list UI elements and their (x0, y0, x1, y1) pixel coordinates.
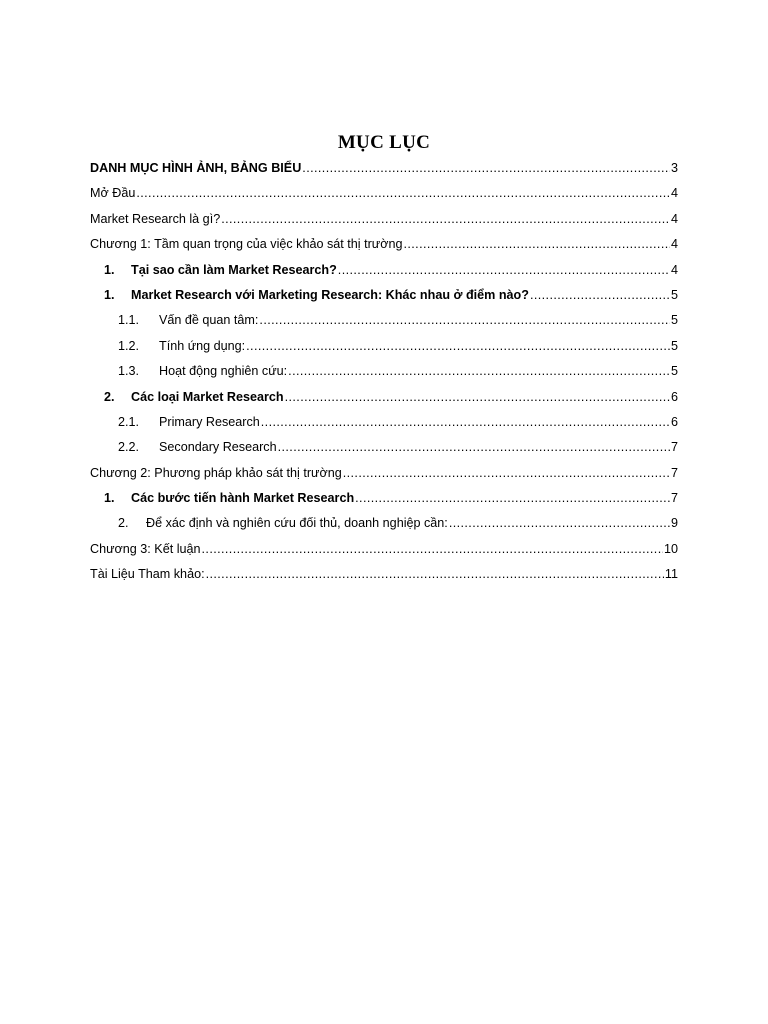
toc-leader (343, 461, 670, 486)
toc-leader (246, 334, 670, 359)
toc-leader (259, 308, 670, 333)
toc-page-number: 4 (670, 186, 678, 201)
toc-entry-label: Chương 1: Tầm quan trọng của việc khảo sát thị trường (90, 237, 403, 252)
toc-page-number: 4 (670, 262, 678, 277)
toc-page-number: 5 (670, 338, 678, 353)
toc-entry[interactable] (90, 410, 678, 435)
toc-leader (403, 232, 670, 257)
toc-entry-number: 1. (104, 491, 115, 506)
toc-entry-label: Các bước tiến hành Market Research (131, 491, 355, 506)
toc-page-number: 4 (670, 211, 678, 226)
toc-entry-label: Tính ứng dụng: (159, 338, 246, 353)
table-of-contents (90, 156, 678, 588)
toc-page-number: 6 (670, 389, 678, 404)
toc-entry-label: Secondary Research (159, 440, 277, 455)
toc-entry-number: 1.3. (118, 364, 140, 379)
toc-entry[interactable] (90, 334, 678, 359)
toc-page-number: 4 (670, 237, 678, 252)
toc-page-number: 7 (670, 465, 678, 480)
toc-entry[interactable] (90, 232, 678, 257)
toc-leader (278, 435, 670, 460)
toc-entry[interactable] (90, 258, 678, 283)
toc-entry[interactable] (90, 156, 678, 181)
toc-page-number: 6 (670, 414, 678, 429)
toc-entry-label: Vấn đề quan tâm: (159, 313, 259, 328)
toc-leader (355, 486, 670, 511)
toc-entry-number: 2. (118, 516, 129, 531)
toc-entry-number: 1.2. (118, 338, 140, 353)
toc-leader (206, 562, 664, 587)
toc-entry-label: Tài Liệu Tham khảo: (90, 567, 205, 582)
toc-entry[interactable] (90, 537, 678, 562)
toc-page-number: 5 (670, 313, 678, 328)
toc-entry-number: 1. (104, 262, 115, 277)
toc-page-number: 10 (663, 541, 678, 556)
toc-entry[interactable] (90, 308, 678, 333)
toc-entry-label: DANH MỤC HÌNH ẢNH, BẢNG BIỂU (90, 161, 302, 175)
toc-page-number: 5 (670, 364, 678, 379)
toc-leader (136, 181, 670, 206)
toc-entry-number: 2. (104, 389, 115, 404)
toc-page-number: 7 (670, 491, 678, 506)
toc-entry-number: 2.1. (118, 414, 140, 429)
toc-leader (288, 359, 670, 384)
toc-leader (338, 258, 670, 283)
toc-entry-label: Chương 3: Kết luận (90, 541, 201, 556)
toc-entry-label: Để xác định và nghiên cứu đối thủ, doanh nghiệp cần: (146, 516, 448, 531)
toc-entry[interactable] (90, 359, 678, 384)
toc-entry[interactable] (90, 385, 678, 410)
toc-entry[interactable] (90, 181, 678, 206)
toc-leader (285, 385, 670, 410)
toc-entry[interactable] (90, 207, 678, 232)
toc-leader (449, 511, 670, 536)
toc-leader (530, 283, 670, 308)
toc-page-number: 5 (670, 287, 678, 302)
toc-entry[interactable] (90, 486, 678, 511)
toc-entry-label: Chương 2: Phương pháp khảo sát thị trường (90, 465, 342, 480)
toc-entry-label: Các loại Market Research (131, 389, 284, 404)
toc-leader (261, 410, 670, 435)
toc-entry-label: Market Research với Marketing Research: Khác nhau ở điểm nào? (131, 287, 529, 302)
toc-entry-label: Mở Đầu (90, 186, 136, 201)
toc-entry-label: Tại sao cần làm Market Research? (131, 262, 337, 277)
toc-entry-label: Primary Research (159, 414, 260, 429)
toc-page-number: 11 (664, 567, 678, 582)
toc-leader (202, 537, 663, 562)
toc-entry[interactable] (90, 511, 678, 536)
toc-entry-number: 1.1. (118, 313, 140, 328)
toc-entry[interactable] (90, 461, 678, 486)
toc-entry-number: 1. (104, 287, 115, 302)
toc-entry[interactable] (90, 283, 678, 308)
toc-entry-label: Market Research là gì? (90, 211, 221, 226)
toc-leader (302, 156, 670, 181)
toc-entry[interactable] (90, 435, 678, 460)
toc-leader (221, 207, 670, 232)
toc-page-number: 9 (670, 516, 678, 531)
toc-entry[interactable] (90, 562, 678, 587)
toc-page-number: 7 (670, 440, 678, 455)
toc-title: MỤC LỤC (337, 132, 431, 153)
toc-entry-label: Hoạt động nghiên cứu: (159, 364, 288, 379)
toc-entry-number: 2.2. (118, 440, 140, 455)
toc-page-number: 3 (670, 161, 678, 175)
